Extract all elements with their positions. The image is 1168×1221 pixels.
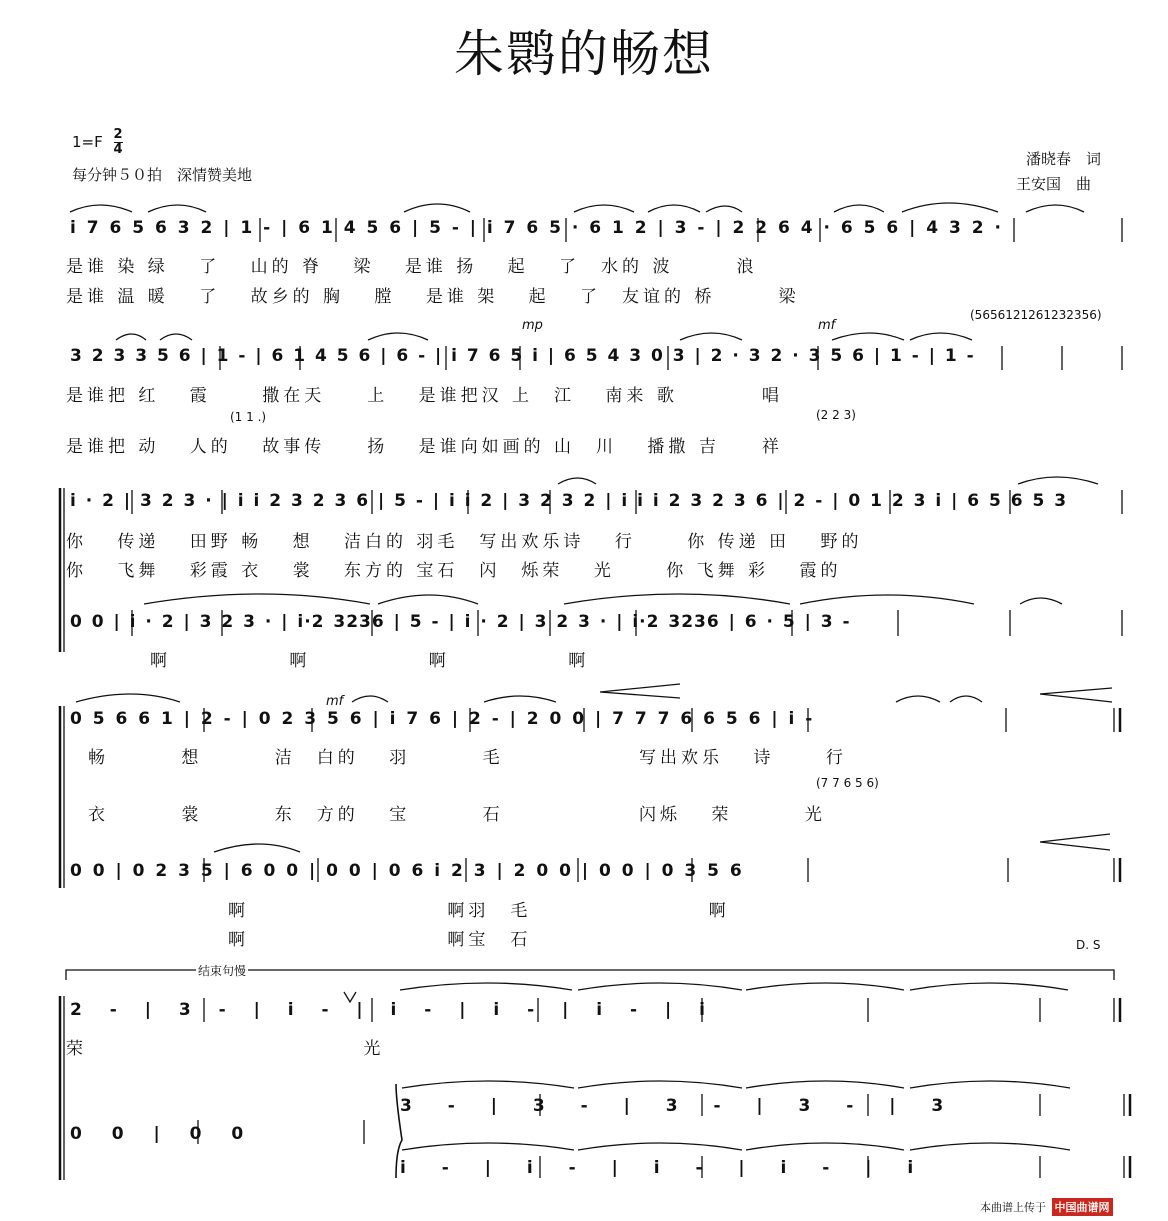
system4-lower-lyric1: 啊 啊羽 毛 啊: [228, 901, 730, 921]
system1-lyric-verse2: 是谁 温 暖 了 故乡的 胸 膛 是谁 架 起 了 友谊的 桥 梁: [66, 287, 800, 307]
time-denominator: 4: [113, 142, 123, 157]
time-numerator: 2: [113, 127, 123, 142]
system5-bottom-notes: i - | i - | i - | i - | i: [400, 1158, 915, 1178]
system4-upper-notes: 0 5 6 6 1 | 2 - | 0 2 3 5 6 | i 7 6 | 2 - | 2 0 0 | 7 7 7 6 6 5 6 | i -: [70, 709, 814, 729]
upload-credit-text: 本曲谱上传于: [980, 1201, 1046, 1214]
system4-lyric-verse1: 畅 想 洁 白的 羽 毛 写出欢乐 诗 行: [88, 748, 847, 768]
system2-notes: 3 2 3 3 5 6 | 1 - | 6 1 4 5 6 | 6 - | i 7 6 5 i | 6 5 4 3 0 3 | 2 · 3 2 · 3 5 6 | 1 - | 1 -: [70, 346, 975, 366]
system1-lyric-verse1: 是谁 染 绿 了 山的 脊 梁 是谁 扬 起 了 水的 波 浪: [66, 257, 758, 277]
system5-lyric: 荣 光: [66, 1039, 385, 1059]
upload-credit: [980, 1198, 1113, 1216]
system3-lower-lyric: 啊 啊 啊 啊: [150, 651, 590, 671]
system3-lyric-verse2: 你 飞舞 彩霞 衣 裳 东方的 宝石 闪 烁荣 光 你 飞舞 彩 霞的: [66, 561, 842, 581]
site-logo: 中国曲谱网: [1052, 1198, 1113, 1216]
song-title: 朱鹮的畅想: [454, 25, 714, 83]
composer: 王安国 曲: [1016, 175, 1092, 193]
system4-lower-lyric2: 啊 啊宝 石: [228, 930, 532, 950]
system2-small-notes-1: (1 1 .): [230, 410, 267, 424]
system2-lyric-verse2: 是谁把 动 人的 故事传 扬 是谁向如画的 山 川 播撒 吉 祥: [66, 437, 783, 457]
system2-lyric-verse1: 是谁把 红 霞 撒在天 上 是谁把汉 上 江 南来 歌 唱: [66, 386, 783, 406]
system4-small-notes: (7 7 6 5 6): [816, 776, 879, 790]
lyricist: 潘晓春 词: [1026, 150, 1102, 168]
ending-marking: 结束句慢: [198, 964, 247, 978]
system2-small-notes-2: (2 2 3): [816, 408, 856, 422]
system3-lower-notes: 0 0 | i · 2 | 3 2 3 · | i·2 3236 | 5 - | i · 2 | 3 2 3 · | i·2 3236 | 6 · 5 | 3 -: [70, 612, 851, 632]
da-segno: D. S: [1076, 938, 1101, 952]
ornament-figure: (5656121261232356): [970, 308, 1102, 322]
dynamic-mf-2: mf: [326, 694, 344, 709]
system5-lower-notes: 0 0 | 0 0: [70, 1124, 245, 1144]
system4-lower-notes: 0 0 | 0 2 3 5 | 6 0 0 | 0 0 | 0 6 i 2 3 | 2 0 0 | 0 0 | 0 3 5 6: [70, 861, 743, 881]
dynamic-mp: mp: [522, 318, 543, 333]
dynamic-mf: mf: [818, 318, 836, 333]
system3-upper-notes: i · 2 | 3 2 3 · | i i 2 3 2 3 6 | 5 - | i i 2 | 3 2 3 2 | i i i 2 3 2 3 6 | 2 - | 0 1 2 3 i | 6 5 6 5 3: [70, 491, 1068, 511]
system5-mid-notes: 3 - | 3 - | 3 - | 3 - | 3: [400, 1096, 945, 1116]
system3-lyric-verse1: 你 传递 田野 畅 想 洁白的 羽毛 写出欢乐诗 行 你 传递 田 野的: [66, 532, 863, 552]
system1-notes: i 7 6 5 6 3 2 | 1 - | 6 1 4 5 6 | 5 - | i 7 6 5 · 6 1 2 | 3 - | 2 2 6 4 · 6 5 6 | 4 3 2 ·: [70, 218, 1002, 238]
tempo-marking: 每分钟５０拍 深情赞美地: [72, 166, 253, 184]
key: 1=F: [72, 133, 103, 151]
system5-upper-notes: 2 - | 3 - | i - | i - | i - | i - | i: [70, 1000, 706, 1020]
system4-lyric-verse2: 衣 裳 东 方的 宝 石 闪烁 荣 光: [88, 805, 826, 825]
